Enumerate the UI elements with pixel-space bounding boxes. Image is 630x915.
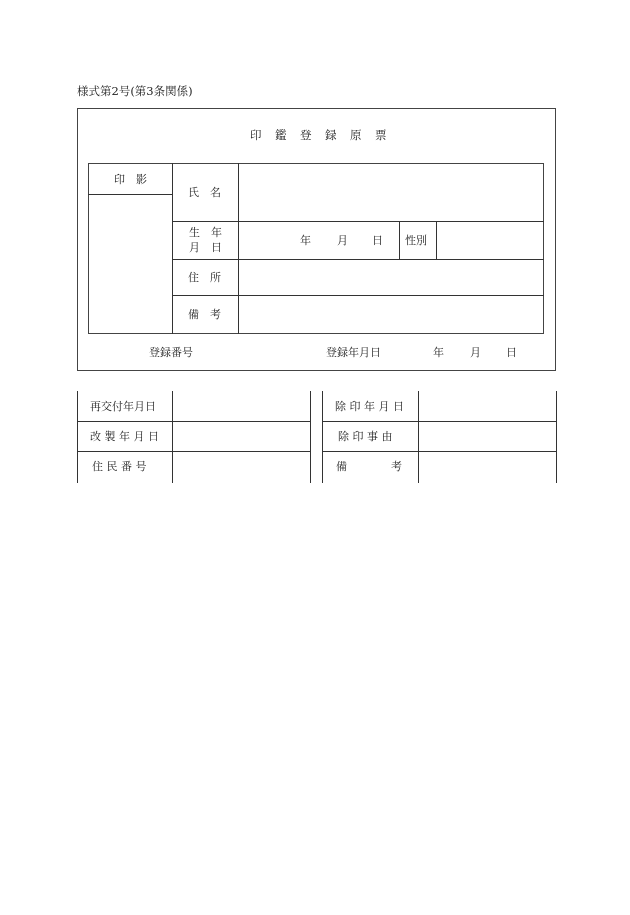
birth-day: 日 <box>372 234 383 247</box>
registration-day: 日 <box>506 346 517 359</box>
lower-right-left-line <box>322 391 323 483</box>
resident-number-label: 住 民 番 号 <box>92 460 147 473</box>
lower-right-outer-line <box>556 391 557 483</box>
lower-right-row-divider-2 <box>322 451 557 452</box>
table-divider-label <box>238 163 239 334</box>
seal-impression-label: 印 影 <box>114 173 147 186</box>
name-label: 氏 名 <box>188 186 221 199</box>
birth-label-line1: 生 年 <box>189 226 222 239</box>
table-divider-seal-header <box>88 194 172 195</box>
lower-left-outer-line <box>77 391 78 483</box>
birth-month: 月 <box>337 234 348 247</box>
lower-right-row-divider-1 <box>322 421 557 422</box>
deregistration-date-label: 除 印 年 月 日 <box>335 400 404 413</box>
lower-right-mid-line <box>418 391 419 483</box>
revision-date-label: 改 製 年 月 日 <box>90 430 159 443</box>
birth-label-line2: 月 日 <box>189 241 222 254</box>
table-divider-seal <box>172 163 173 334</box>
registration-table <box>88 163 544 334</box>
registration-number-label: 登録番号 <box>149 346 193 359</box>
registration-date-label: 登録年月日 <box>326 346 381 359</box>
lower-remarks-label: 備 考 <box>336 460 402 473</box>
form-label: 様式第2号(第3条関係) <box>77 84 193 98</box>
lower-left-row-divider-2 <box>77 451 311 452</box>
table-row-divider-1 <box>172 221 544 222</box>
lower-left-right-line <box>310 391 311 483</box>
registration-year: 年 <box>433 346 444 359</box>
address-label: 住 所 <box>188 271 221 284</box>
birth-year: 年 <box>300 234 311 247</box>
table-divider-sex-right <box>436 221 437 259</box>
lower-left-mid-line <box>172 391 173 483</box>
registration-month: 月 <box>470 346 481 359</box>
reissue-date-label: 再交付年月日 <box>90 400 156 413</box>
table-divider-sex-left <box>399 221 400 259</box>
remarks-label: 備 考 <box>188 308 221 321</box>
lower-left-row-divider-1 <box>77 421 311 422</box>
table-row-divider-2 <box>172 259 544 260</box>
sex-label: 性別 <box>405 234 427 247</box>
deregistration-reason-label: 除 印 事 由 <box>338 430 393 443</box>
form-title: 印 鑑 登 録 原 票 <box>250 128 388 142</box>
table-row-divider-3 <box>172 295 544 296</box>
